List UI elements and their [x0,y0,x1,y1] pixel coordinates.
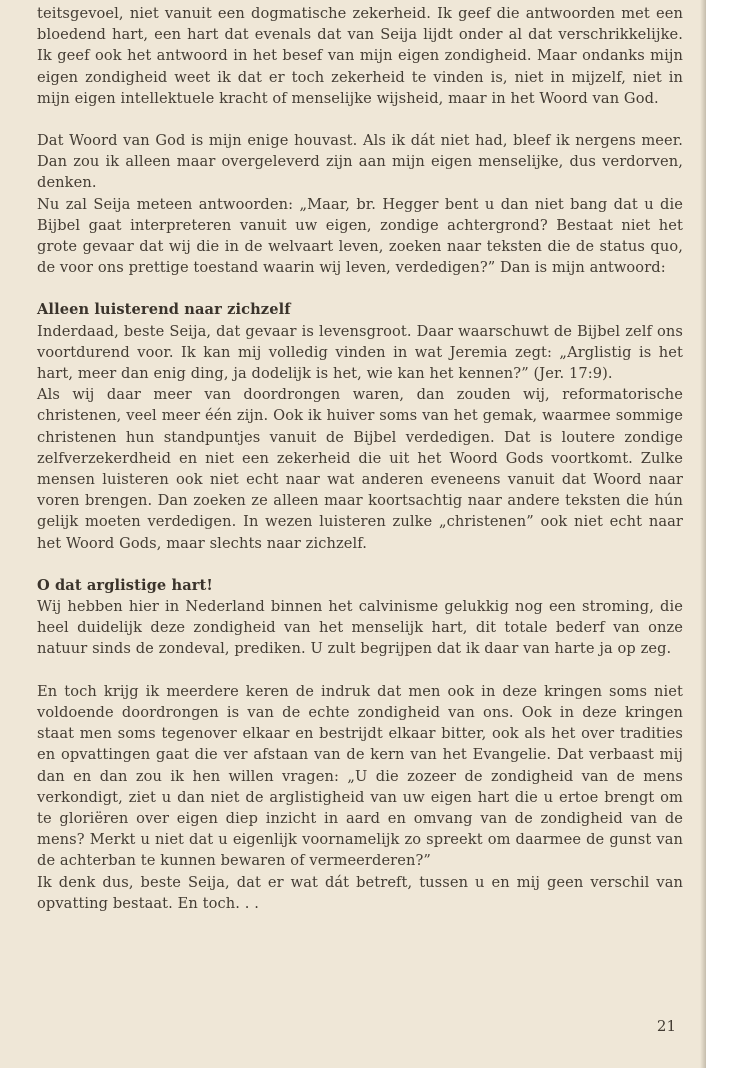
section2-paragraph-3: Ik denk dus, beste Seija, dat er wat dát betreft, tussen u en mij geen verschil van opvatting bestaat. En toch. . . [37,873,683,912]
section2-paragraph-1: Wij hebben hier in Nederland binnen het calvinisme gelukkig nog een stroming, die heel duidelijk deze zondigheid van het menselijk hart, dit totale bederf van onze natuur sinds de zondeval, prediken. U zult begrijpen dat ik daar van harte ja op zeg. [37,598,683,658]
section-heading-arglistige-hart: O dat arglistige hart! [37,576,213,594]
page-edge-shadow [700,0,706,1068]
section1-paragraph-1: Inderdaad, beste Seija, dat gevaar is levensgroot. Daar waarschuwt de Bijbel zelf ons voortdurend voor. Ik kan mij volledig vinden in wat Jeremia zegt: „Arglistig is het hart, meer dan enig ding, ja dodelijk is het, wie kan het kennen?” (Jer. 17:9). [37,322,683,383]
section-heading-alleen-luisterend: Alleen luisterend naar zichzelf [37,301,291,319]
section2-paragraph-2: En toch krijg ik meerdere keren de indruk dat men ook in deze kringen soms niet voldoende doordrongen is van de echte zondigheid van ons. Ook in deze kringen staat men soms tegenover elkaar en bestrijdt elkaar bitter, ook als het over tradities en opvattingen gaat die ver afstaan van de kern van het Evangelie. Dat verbaast mij dan en dan zou ik hen willen vragen: „U die zozeer de zondigheid van de mens verkondigt, ziet u dan niet de arglistigheid van uw eigen hart die u ertoe brengt om te gloriëren over eigen diep inzicht in aard en omvang van de zondigheid van de mens? Merkt u niet dat u eigenlijk voornamelijk zo spreekt om daarmee de gunst van de achterban te kunnen bewaren of vermeerderen?” [37,682,683,870]
intro-paragraph-2: Dat Woord van God is mijn enige houvast. Als ik dát niet had, bleef ik nergens meer. Dan zou ik alleen maar overgeleverd zijn aan mijn eigen menselijke, dus verdorven, denken. [37,132,683,192]
section-spacer [37,554,683,575]
intro-paragraph-3: Nu zal Seija meteen antwoorden: „Maar, br. Hegger bent u dan niet bang dat u die Bijbel gaat interpreteren vanuit uw eigen, zondige achtergrond? Bestaat niet het grote gevaar dat wij die in de welvaart leven, zoeken naar teksten die de status quo, de voor ons prettige toestand waarin wij leven, verdedigen?” Dan is mijn antwoord: [37,195,683,277]
section1-paragraph-2: Als wij daar meer van doordrongen waren, dan zouden wij, reformatorische christenen, veel meer één zijn. Ook ik huiver soms van het gemak, waarmee sommige christenen hun standpuntjes vanuit de Bijbel verdedigen. Dat is loutere zondige zelfverzekerdheid en niet een zekerheid die uit het Woord Gods voortkomt. Zulke mensen luisteren ook niet echt naar wat anderen eveneens vanuit dat Woord naar voren brengen. Dan zoeken ze alleen maar koortsachtig naar andere teksten die hún gelijk moeten verdedigen. In wezen luisteren zulke „christenen” ook niet echt naar het Woord Gods, maar slechts naar zichzelf. [37,386,683,552]
page-text [37,3,683,914]
intro-paragraph-1: teitsgevoel, niet vanuit een dogmatische zekerheid. Ik geef die antwoorden met een bloedend hart, een hart dat evenals dat van Seija lijdt onder al dat verschrikkelijke. Ik geef ook het antwoord in het besef van mijn eigen zondigheid. Maar ondanks mijn eigen zondigheid weet ik dat er toch zekerheid te vinden is, niet in mijzelf, niet in mijn eigen intellektuele kracht of menselijke wijsheid, maar in het Woord van God. [37,5,683,107]
paragraph-spacer [37,660,683,681]
section-spacer [37,278,683,299]
paragraph-spacer [37,109,683,130]
page-number: 21 [656,1017,676,1035]
